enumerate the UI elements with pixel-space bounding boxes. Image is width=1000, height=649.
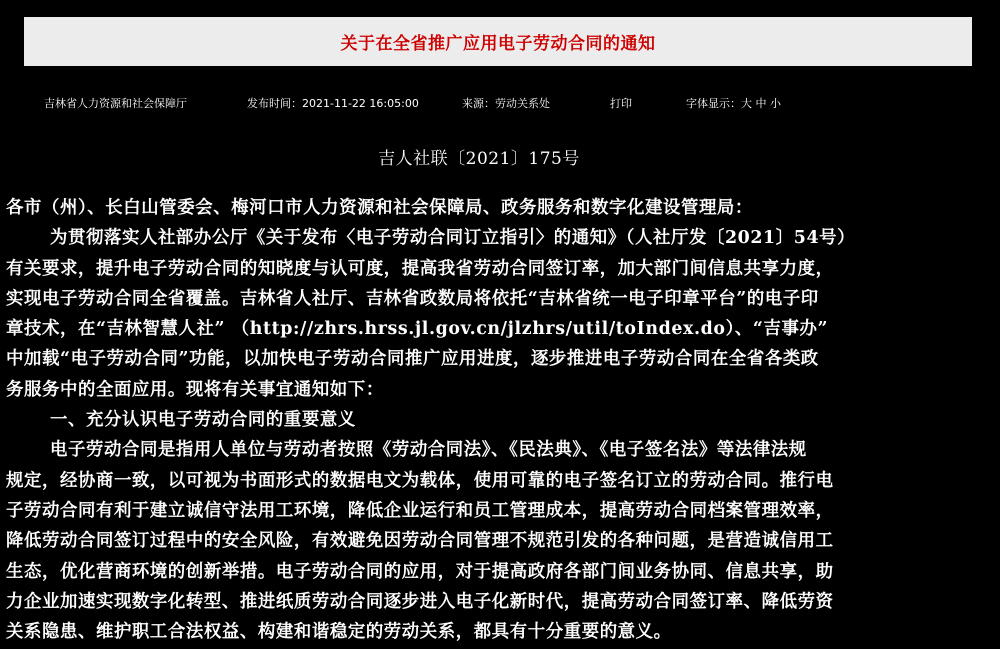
body-line: 为贯彻落实人社部办公厅《关于发布〈电子劳动合同订立指引〉的通知》（人社厅发〔2021〕54号） — [50, 228, 856, 249]
title-banner — [24, 17, 972, 66]
print-link[interactable]: 打印 — [610, 97, 632, 110]
article-meta — [0, 95, 1000, 113]
body-line: 力企业加速实现数字化转型、推进纸质劳动合同逐步进入电子化新时代，提高劳动合同签订率、降低劳资 — [6, 591, 834, 612]
body-line: 规定，经协商一致，以可视为书面形式的数据电文为载体，使用可靠的电子签名订立的劳动合同。推行电 — [6, 470, 834, 491]
body-line: 中加载“电子劳动合同”功能，以加快电子劳动合同推广应用进度，逐步推进电子劳动合同在全省各类政 — [6, 349, 819, 370]
meta-publish-time: 发布时间：2021-11-22 16:05:00 — [247, 97, 419, 110]
page-title: 关于在全省推广应用电子劳动合同的通知 — [340, 34, 656, 54]
body-line: 生态，优化营商环境的创新举措。电子劳动合同的应用，对于提高政府各部门间业务协同、信息共享，助 — [6, 561, 834, 582]
body-line: 章技术，在“吉林智慧人社” （http://zhrs.hrss.jl.gov.cn/jlzhrs/util/toIndex.do）、“吉事办” — [6, 319, 829, 340]
section-heading: 一、充分认识电子劳动合同的重要意义 — [50, 410, 356, 431]
body-line: 有关要求，提升电子劳动合同的知晓度与认可度，提高我省劳动合同签订率，加大部门间信息共享力度， — [6, 258, 834, 279]
body-line: 电子劳动合同是指用人单位与劳动者按照《劳动合同法》、《民法典》、《电子签名法》等法律法规 — [50, 440, 807, 461]
meta-origin: 来源：劳动关系处 — [462, 97, 550, 110]
body-line: 关系隐患、维护职工合法权益、构建和谐稳定的劳动关系，都具有十分重要的意义。 — [6, 622, 672, 643]
document-number: 吉人社联〔2021〕175号 — [378, 149, 580, 169]
body-line: 务服务中的全面应用。现将有关事宜通知如下： — [6, 379, 384, 400]
meta-source-org: 吉林省人力资源和社会保障厅 — [44, 97, 187, 110]
body-line: 各市（州）、长白山管委会、梅河口市人力资源和社会保障局、政务服务和数字化建设管理局： — [6, 198, 753, 218]
body-line: 降低劳动合同签订过程中的安全风险，有效避免因劳动合同管理不规范引发的各种问题，是营造诚信用工 — [6, 531, 834, 552]
document-body — [6, 193, 992, 647]
font-size-control[interactable]: 字体显示：大 中 小 — [686, 97, 781, 110]
body-line: 子劳动合同有利于建立诚信守法用工环境，降低企业运行和员工管理成本，提高劳动合同档案管理效率， — [6, 500, 834, 521]
body-line: 实现电子劳动合同全省覆盖。吉林省人社厅、吉林省政数局将依托“吉林省统一电子印章平台”的电子印 — [6, 288, 819, 309]
